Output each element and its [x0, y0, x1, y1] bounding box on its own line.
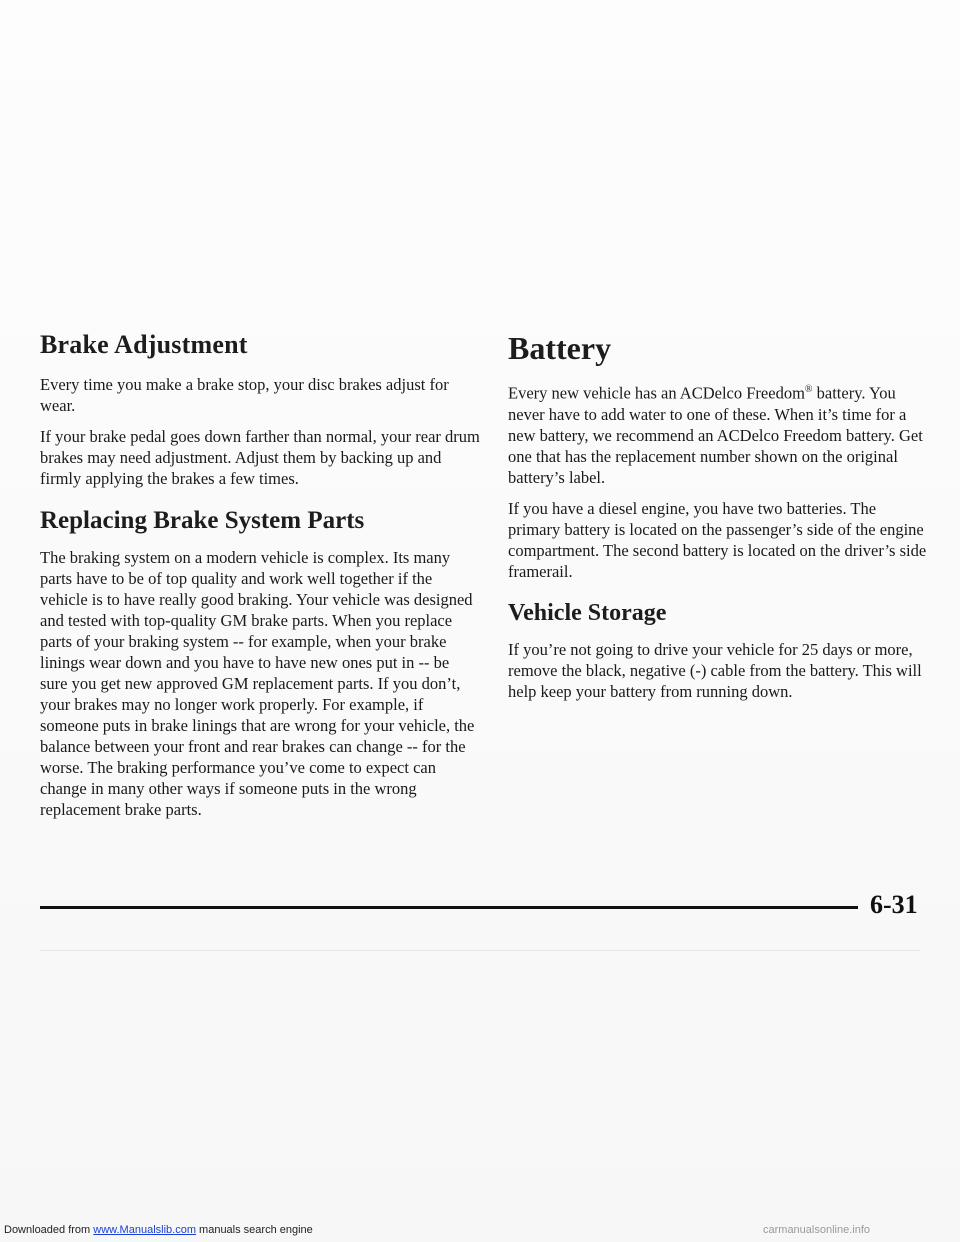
replacing-brake-parts-heading: Replacing Brake System Parts — [40, 507, 365, 534]
download-source-bar — [4, 1224, 313, 1236]
registered-mark: ® — [804, 384, 813, 395]
vehicle-storage-paragraph: If you’re not going to drive your vehicle for 25 days or more, remove the black, negative (-) cable from the battery. This will help keep your battery from running down. — [508, 639, 922, 701]
battery-paragraph-1-start: Every new vehicle has an ACDelco Freedom — [508, 383, 805, 403]
page-number: 6-31 — [870, 890, 918, 919]
battery-paragraph-1-end: battery. You never have to add water to one of these. When it’s time for a new battery, we recommend an ACDelco Freedom battery. Get one that has the replacement number shown on the original battery’s label. — [508, 383, 923, 487]
download-suffix: manuals search engine — [195, 1224, 313, 1236]
watermark: carmanualsonline.info — [763, 1224, 871, 1236]
battery-heading: Battery — [508, 330, 612, 366]
download-prefix: Downloaded from — [4, 1224, 94, 1236]
replacing-brake-parts-paragraph: The braking system on a modern vehicle is complex. Its many parts have to be of top quality and work well together if the vehicle is to have really good braking. Your vehicle was designed and tested with top-quality GM brake parts. When you replace parts of your braking system -- for example, when your brake linings wear down and you have to have new ones put in -- be sure you get new approved GM replacement parts. If you don’t, your brakes may no longer work properly. For example, if someone puts in brake linings that are wrong for your vehicle, the balance between your front and rear brakes can change -- for the worse. The braking performance you’ve come to expect can change in many other ways if someone puts in the wrong replacement brake parts. — [40, 548, 475, 819]
manualslib-link[interactable]: www.Manualslib.com — [93, 1224, 196, 1236]
vehicle-storage-heading: Vehicle Storage — [508, 599, 667, 626]
brake-adjustment-heading: Brake Adjustment — [40, 330, 248, 359]
right-column — [508, 330, 928, 712]
battery-paragraph-2: If you have a diesel engine, you have two batteries. The primary battery is located on the passenger’s side of the engine compartment. The second battery is located on the driver’s side framerail. — [508, 498, 927, 581]
left-column — [40, 330, 480, 830]
battery-paragraph-1 — [508, 379, 928, 488]
brake-adjustment-paragraph-2: If your brake pedal goes down farther than normal, your rear drum brakes may need adjustment. Adjust them by backing up and firmly applying the brakes a few times. — [40, 427, 480, 488]
scan-line — [40, 950, 920, 951]
brake-adjustment-paragraph-1: Every time you make a brake stop, your disc brakes adjust for wear. — [40, 375, 449, 415]
footer-rule — [40, 906, 858, 909]
